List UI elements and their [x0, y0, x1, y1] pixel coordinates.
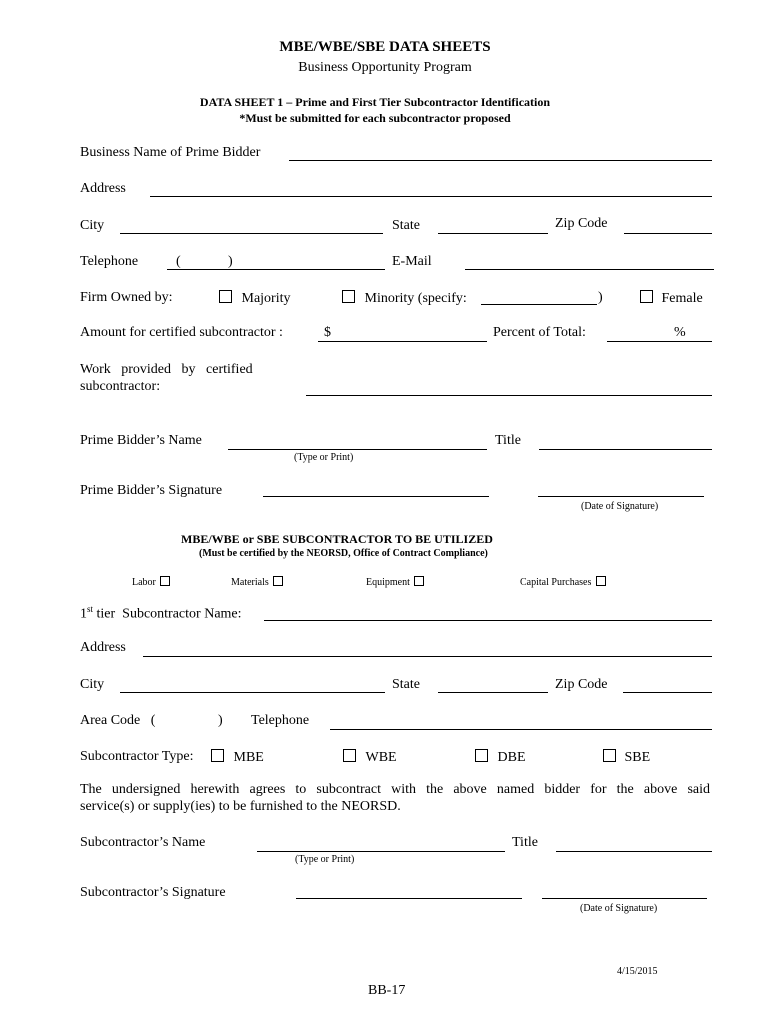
- business-name-field[interactable]: [289, 160, 712, 161]
- wbe-option: [343, 749, 397, 766]
- revision-date: 4/15/2015: [617, 966, 658, 977]
- sub-address-field[interactable]: [143, 656, 712, 657]
- form-title: MBE/WBE/SBE DATA SHEETS: [279, 39, 491, 55]
- bidder-name-label: Prime Bidder’s Name: [80, 433, 202, 448]
- work-provided-field[interactable]: [306, 395, 712, 396]
- equipment-label: Equipment: [366, 577, 410, 588]
- labor-option: [132, 576, 170, 588]
- sub-city-field[interactable]: [120, 692, 385, 693]
- capital-checkbox[interactable]: [596, 576, 606, 586]
- sub-telephone-field[interactable]: [330, 729, 712, 730]
- sheet-title: DATA SHEET 1 – Prime and First Tier Subcontractor Identification: [199, 95, 551, 109]
- female-checkbox[interactable]: [640, 290, 653, 303]
- telephone-field[interactable]: [167, 269, 385, 270]
- percent-field[interactable]: [607, 341, 712, 342]
- tier-sub-name-label: [80, 604, 242, 623]
- sub-state-label: State: [392, 677, 420, 692]
- capital-option: [520, 576, 606, 588]
- sub-zip-field[interactable]: [623, 692, 712, 693]
- address-field[interactable]: [150, 196, 712, 197]
- bidder-name-field[interactable]: [228, 449, 487, 450]
- telephone-label: Telephone: [80, 254, 139, 269]
- telephone-paren-close: ): [228, 254, 233, 269]
- sub-heading-note: (Must be certified by the NEORSD, Office of Contract Compliance): [199, 548, 488, 559]
- address-label: Address: [80, 181, 126, 196]
- sbe-option: [603, 749, 650, 766]
- minority-close: ): [598, 290, 603, 305]
- sub-title-field[interactable]: [556, 851, 712, 852]
- firm-owned-label: Firm Owned by:: [80, 290, 173, 305]
- sub-signature-field[interactable]: [296, 898, 522, 899]
- percent-label: Percent of Total:: [493, 325, 586, 340]
- telephone-paren-open: (: [176, 254, 181, 269]
- email-label: E-Mail: [392, 254, 432, 269]
- city-label: City: [80, 218, 105, 233]
- email-field[interactable]: [465, 269, 714, 270]
- sheet-note: *Must be submitted for each subcontractor proposed: [239, 111, 511, 125]
- mbe-option: [211, 749, 264, 766]
- page-code: BB-17: [368, 983, 406, 998]
- equipment-checkbox[interactable]: [414, 576, 424, 586]
- labor-label: Labor: [132, 577, 156, 588]
- materials-option: [231, 576, 283, 588]
- area-code-close: ): [218, 713, 223, 728]
- business-name-label: Business Name of Prime Bidder: [80, 145, 261, 160]
- mbe-label: MBE: [233, 750, 264, 765]
- zip-label: Zip Code: [555, 216, 608, 231]
- zip-field[interactable]: [624, 233, 712, 234]
- mbe-checkbox[interactable]: [211, 749, 224, 762]
- capital-label: Capital Purchases: [520, 577, 592, 588]
- sub-contractor-name-label: Subcontractor’s Name: [80, 835, 206, 850]
- work-label-line2: subcontractor:: [80, 379, 161, 394]
- minority-specify-field[interactable]: [481, 304, 597, 305]
- tier-sup: st: [87, 604, 94, 614]
- materials-checkbox[interactable]: [273, 576, 283, 586]
- majority-checkbox[interactable]: [219, 290, 232, 303]
- sub-city-label: City: [80, 677, 105, 692]
- work-label-line1: Work provided by certified: [80, 362, 253, 377]
- amount-field[interactable]: [318, 341, 487, 342]
- majority-option: [219, 290, 291, 307]
- state-label: State: [392, 218, 420, 233]
- sub-name-field[interactable]: [264, 620, 712, 621]
- state-field[interactable]: [438, 233, 548, 234]
- sub-title-label: Title: [512, 835, 538, 850]
- bidder-signature-label: Prime Bidder’s Signature: [80, 483, 223, 498]
- bidder-date-field[interactable]: [538, 496, 704, 497]
- sub-date-field[interactable]: [542, 898, 707, 899]
- form-subtitle: Business Opportunity Program: [298, 60, 472, 75]
- city-field[interactable]: [120, 233, 383, 234]
- wbe-label: WBE: [365, 750, 397, 765]
- sub-telephone-label: Telephone: [251, 713, 310, 728]
- dbe-label: DBE: [497, 750, 526, 765]
- bidder-date-caption: (Date of Signature): [581, 501, 659, 512]
- sub-zip-label: Zip Code: [555, 677, 608, 692]
- sub-signature-label: Subcontractor’s Signature: [80, 885, 226, 900]
- equipment-option: [366, 576, 424, 588]
- labor-checkbox[interactable]: [160, 576, 170, 586]
- female-option: [640, 290, 703, 307]
- dollar-sign: $: [324, 325, 331, 340]
- amount-label: Amount for certified subcontractor :: [80, 325, 283, 340]
- sbe-checkbox[interactable]: [603, 749, 616, 762]
- majority-label: Majority: [241, 291, 291, 306]
- agreement-line1: The undersigned herewith agrees to subcontract with the above named bidder for the above said: [80, 782, 710, 797]
- wbe-checkbox[interactable]: [343, 749, 356, 762]
- tier-label: tier Subcontractor Name:: [93, 606, 242, 622]
- bidder-signature-field[interactable]: [263, 496, 489, 497]
- sub-type-label: Subcontractor Type:: [80, 749, 194, 764]
- minority-checkbox[interactable]: [342, 290, 355, 303]
- sub-state-field[interactable]: [438, 692, 548, 693]
- sub-heading: MBE/WBE or SBE SUBCONTRACTOR TO BE UTILIZED: [181, 532, 493, 546]
- minority-label: Minority (specify:: [364, 291, 467, 306]
- tier-prefix: 1: [80, 606, 87, 622]
- female-label: Female: [661, 291, 703, 306]
- dbe-checkbox[interactable]: [475, 749, 488, 762]
- sub-type-or-print: (Type or Print): [295, 854, 355, 865]
- sub-address-label: Address: [80, 640, 126, 655]
- bidder-type-or-print: (Type or Print): [294, 452, 354, 463]
- materials-label: Materials: [231, 577, 269, 588]
- sbe-label: SBE: [624, 750, 651, 765]
- bidder-title-label: Title: [495, 433, 521, 448]
- sub-contractor-name-field[interactable]: [257, 851, 505, 852]
- area-code-label: Area Code (: [80, 713, 156, 728]
- percent-sign: %: [674, 325, 686, 340]
- sub-date-caption: (Date of Signature): [580, 903, 658, 914]
- bidder-title-field[interactable]: [539, 449, 712, 450]
- agreement-line2: service(s) or supply(ies) to be furnished to the NEORSD.: [80, 799, 401, 814]
- minority-option: [342, 290, 467, 307]
- dbe-option: [475, 749, 526, 766]
